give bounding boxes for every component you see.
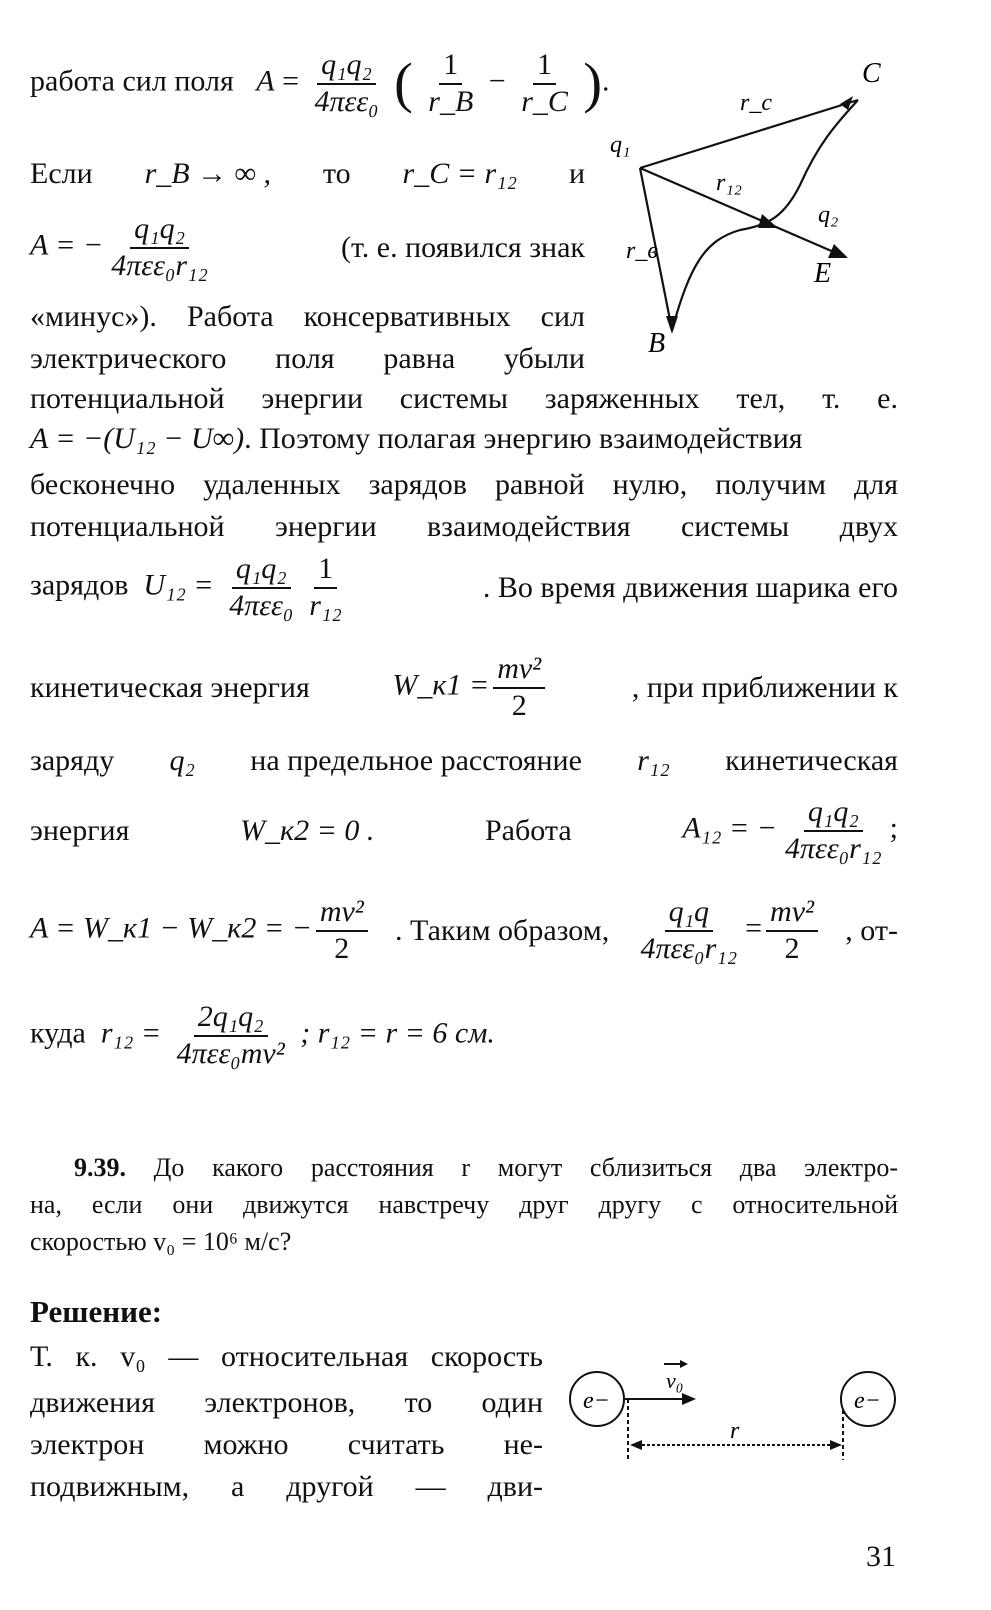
potential-formula-line: A = − $\frac{\text{q₁q₂}}{\text{4πεε₀r₁₂}}$ (т. е. появился знак	[30, 212, 585, 282]
fraction: $\frac{\text{q₁q₂}}{\text{4πεε₀}}$	[314, 48, 379, 118]
text-line: электрон можно считать не-	[30, 1428, 543, 1461]
text-line: A = −(U₁₂ − U∞). Поэтому полагая энергию взаимодействия	[30, 422, 803, 455]
problem-statement: 9.39. До какого расстояния r могут сблизиться два электро- на, если они движутся навстречу друг другу с относительной скоростью v₀ = 10⁶ м/с?	[30, 1153, 898, 1256]
vector-arrow-icon	[680, 1360, 688, 1368]
kinetic-formula-line: кинетическая энергия W_к1 = $\frac{\text{mv²}}{2}$ , при приближении к	[30, 652, 898, 722]
label-C: C	[862, 58, 881, 89]
electron-right-label: e−	[854, 1388, 881, 1414]
label-q2: q₂	[818, 202, 839, 228]
equation-line: A = W_к1 − W_к2 = − $\frac{\text{mv²}}{2}$ . Таким образом, $\frac{\text{q₁q}}{\text{4πεε₀r₁₂}}$ = $\frac{\text{mv²}}{2}$ , от-	[30, 895, 898, 965]
label-q1: q₁	[610, 132, 631, 158]
arrow-e-icon	[828, 244, 848, 258]
formula-A: A	[256, 64, 275, 98]
result-line: куда r₁₂ = $\frac{\text{2q₁q₂}}{\text{4πεε₀mv²}}$ ; r₁₂ = r = 6 см.	[30, 1000, 495, 1070]
work-line: энергия W_к2 = 0 . Работа A₁₂ = − $\frac{\text{q₁q₂}}{\text{4πεε₀r₁₂}}$ ;	[30, 795, 898, 865]
electrons-diagram	[560, 1355, 900, 1465]
text-line: потенциальной энергии системы заряженных тел, т. е.	[30, 382, 898, 415]
charges-path-diagram	[600, 48, 900, 358]
text-line: подвижным, а другой — дви-	[30, 1470, 543, 1503]
text-line: электрического поля равна убыли	[30, 342, 585, 375]
velocity-label: v₀	[666, 1368, 684, 1393]
label-B: B	[648, 328, 666, 358]
solution-heading: Решение:	[30, 1294, 163, 1329]
text-line: «минус»). Работа консервативных сил	[30, 300, 585, 333]
label-E: E	[814, 258, 832, 289]
text-line: движения электронов, то один	[30, 1386, 543, 1419]
dim-arrow-right-icon	[830, 1440, 842, 1450]
dim-arrow-left-icon	[630, 1440, 642, 1450]
text-line: бесконечно удаленных зарядов равной нулю, получим для	[30, 468, 898, 501]
label-rb: r_в	[626, 238, 658, 264]
text-line: заряду q₂ на предельное расстояние r₁₂ кинетическая	[30, 744, 898, 777]
work-word: работа сил поля	[30, 64, 234, 98]
work-formula-line: работа сил поля A = $\frac{\text{q₁q₂}}{\text{4πεε₀}}$ ( $\frac{1}{r\_B}$ − $\frac{1}{r\_C}$ ).	[30, 48, 610, 118]
page-number: 31	[866, 1540, 896, 1573]
distance-label: r	[730, 1418, 740, 1444]
text-line: потенциальной энергии взаимодействия системы двух	[30, 510, 898, 543]
problem-number: 9.39.	[74, 1153, 126, 1182]
text-line: Т. к. v₀ — относительная скорость	[30, 1340, 543, 1373]
velocity-arrow-icon	[682, 1393, 696, 1405]
label-rc: r_c	[740, 90, 772, 116]
electron-left-label: e−	[583, 1388, 610, 1414]
condition-line: Если r_B → ∞ , то r_C = r₁₂ и	[30, 157, 585, 190]
energy-formula-line: зарядов U₁₂ = $\frac{\text{q₁q₂}}{\text{4πεε₀}}$ $\frac{1}{\text{r₁₂}}$ . Во время движения шарика его	[30, 552, 898, 622]
arrow-b-icon	[666, 316, 678, 334]
label-r12: r₁₂	[716, 170, 743, 196]
